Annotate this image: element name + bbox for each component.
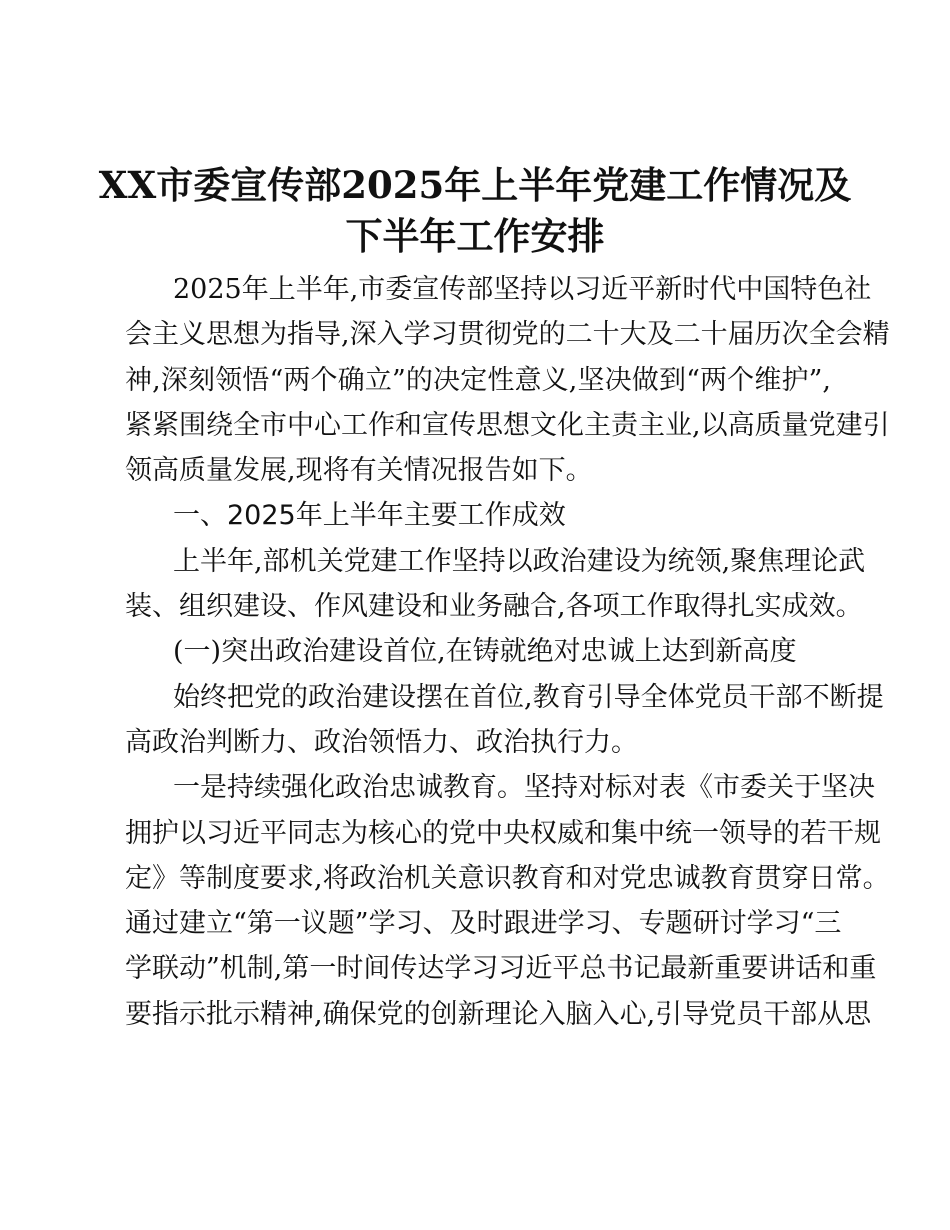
title-line: 下半年工作安排 <box>345 214 605 258</box>
text-line: 紧紧围绕全市中心工作和宣传思想文化主责主业,以高质量党建引 <box>125 409 890 441</box>
text-line: 高政治判断力、政治领悟力、政治执行力。 <box>125 726 638 758</box>
paragraph <box>125 675 884 766</box>
text-line: 2025年上半年,市委宣传部坚持以习近平新时代中国特色社 <box>173 274 872 305</box>
text-line: 拥护以习近平同志为核心的党中央权威和集中统一领导的若干规 <box>125 817 881 849</box>
text-line: 要指示批示精神,确保党的创新理论入脑入心,引导党员干部从思 <box>125 998 872 1030</box>
text-line: 始终把党的政治建设摆在首位,教育引导全体党员干部不断提 <box>173 681 884 713</box>
text-line: 一是持续强化政治忠诚教育。坚持对标对表《市委关于坚决 <box>173 772 875 804</box>
text-line: 学联动”机制,第一时间传达学习习近平总书记最新重要讲话和重 <box>125 953 877 985</box>
text-line: 定》等制度要求,将政治机关意识教育和对党忠诚教育贯穿日常。 <box>125 862 890 894</box>
text-line: 神,深刻领悟“两个确立”的决定性意义,坚决做到“两个维护”, <box>125 364 831 396</box>
paragraph <box>125 765 890 1037</box>
title-line: XX市委宣传部2025年上半年党建工作情况及 <box>98 163 852 207</box>
text-line: 会主义思想为指导,深入学习贯彻党的二十大及二十届历次全会精 <box>125 319 890 351</box>
text-line: 装、组织建设、作风建设和业务融合,各项工作取得扎实成效。 <box>125 591 863 623</box>
subsection-heading <box>125 629 831 674</box>
text-line: 通过建立“第一议题”学习、及时跟进学习、专题研讨学习“三 <box>125 908 842 940</box>
document-title <box>0 160 950 262</box>
paragraph <box>125 539 866 630</box>
document-body <box>125 267 890 1037</box>
section-heading <box>125 493 831 538</box>
text-line: 一、2025年上半年主要工作成效 <box>173 500 566 532</box>
text-line: 上半年,部机关党建工作坚持以政治建设为统领,聚焦理论武 <box>173 545 866 577</box>
paragraph <box>125 267 890 493</box>
text-line: (一)突出政治建设首位,在铸就绝对忠诚上达到新高度 <box>173 636 797 668</box>
text-line: 领高质量发展,现将有关情况报告如下。 <box>125 455 593 487</box>
